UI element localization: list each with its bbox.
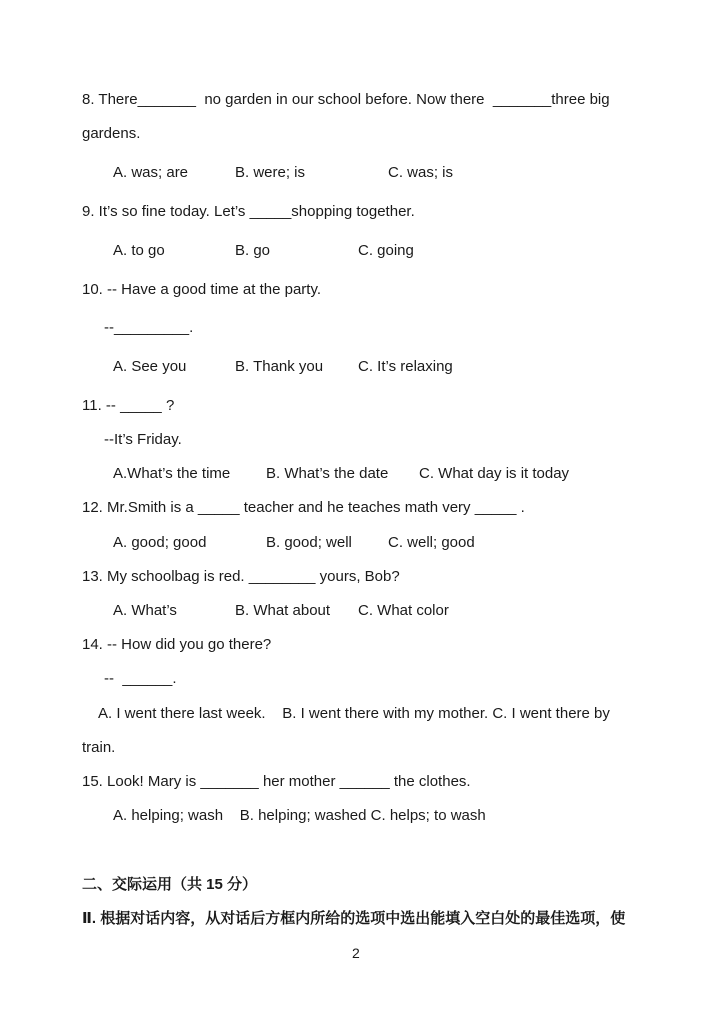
question-10-reply: --_________. bbox=[104, 319, 194, 336]
question-11-option-a: A.What’s the time bbox=[113, 465, 231, 482]
question-12-option-c: C. well; good bbox=[388, 534, 475, 551]
question-8-stem-continued: gardens. bbox=[82, 125, 141, 142]
question-10-option-c: C. It’s relaxing bbox=[358, 358, 453, 375]
question-13-option-b: B. What about bbox=[235, 602, 331, 619]
question-13-stem: 13. My schoolbag is red. ________ yours, Bob? bbox=[82, 568, 400, 585]
question-15-options: A. helping; wash B. helping; washed C. helps; to wash bbox=[113, 807, 486, 824]
question-12-option-b: B. good; well bbox=[266, 534, 352, 551]
question-8-stem: 8. There_______ no garden in our school before. Now there _______three big bbox=[82, 91, 610, 108]
question-11-option-b: B. What’s the date bbox=[266, 465, 389, 482]
question-11-reply: --It’s Friday. bbox=[104, 431, 182, 448]
question-14-reply: -- ______. bbox=[104, 670, 177, 687]
page-number: 2 bbox=[352, 945, 360, 961]
question-10-stem: 10. -- Have a good time at the party. bbox=[82, 281, 322, 298]
question-9-option-a: A. to go bbox=[113, 242, 165, 259]
question-10-option-a: A. See you bbox=[113, 358, 187, 375]
question-10-option-b: B. Thank you bbox=[235, 358, 324, 375]
section-2-instruction: Ⅱ. 根据对话内容，从对话后方框内所给的选项中选出能填入空白处的最佳选项，使 bbox=[82, 910, 626, 927]
question-12-option-a: A. good; good bbox=[113, 534, 207, 551]
question-13-option-c: C. What color bbox=[358, 602, 449, 619]
question-8-option-a: A. was; are bbox=[113, 164, 189, 181]
question-12-stem: 12. Mr.Smith is a _____ teacher and he teaches math very _____ . bbox=[82, 499, 525, 516]
question-14-options: A. I went there last week. B. I went there with my mother. C. I went there by bbox=[98, 705, 610, 722]
question-8-option-b: B. were; is bbox=[235, 164, 306, 181]
question-9-stem: 9. It’s so fine today. Let’s _____shopping together. bbox=[82, 203, 415, 220]
question-14-stem: 14. -- How did you go there? bbox=[82, 636, 272, 653]
question-8-option-c: C. was; is bbox=[388, 164, 454, 181]
question-13-option-a: A. What’s bbox=[113, 602, 177, 619]
question-9-option-c: C. going bbox=[358, 242, 414, 259]
question-11-stem: 11. -- _____ ? bbox=[82, 397, 175, 414]
question-9-option-b: B. go bbox=[235, 242, 271, 259]
question-14-options-continued: train. bbox=[82, 739, 116, 756]
section-2-heading: 二、交际运用（共 15 分） bbox=[82, 876, 258, 893]
question-15-stem: 15. Look! Mary is _______ her mother ______ the clothes. bbox=[82, 773, 471, 790]
question-11-option-c: C. What day is it today bbox=[419, 465, 570, 482]
